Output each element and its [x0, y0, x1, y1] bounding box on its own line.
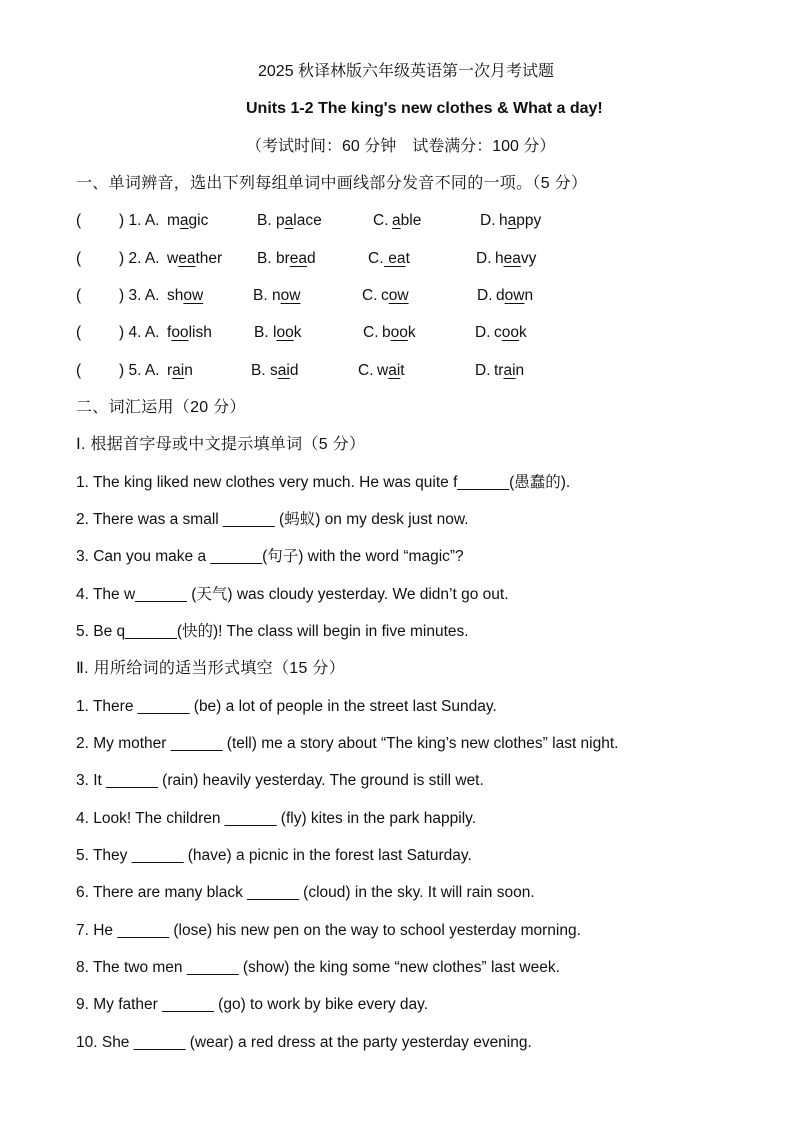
form-item-5: 5. They ______ (have) a picnic in the forest last Saturday.: [76, 847, 472, 864]
option-b: said: [270, 362, 299, 379]
answer-paren: (: [76, 362, 82, 379]
form-item-6: 6. There are many black ______ (cloud) in the sky. It will rain soon.: [76, 884, 535, 901]
answer-paren: (: [76, 287, 82, 304]
option-d: down: [496, 287, 534, 304]
option-c-label: C.: [358, 362, 374, 379]
question-number: ) 1. A.: [119, 212, 160, 229]
part2-heading: Ⅱ. 用所给词的适当形式填空（15 分）: [76, 660, 346, 677]
option-d: train: [494, 362, 525, 379]
fill-item-1: 1. The king liked new clothes very much. He was quite f______(愚蠢的).: [76, 474, 571, 491]
option-b: look: [273, 324, 302, 341]
option-c: cow: [381, 287, 409, 304]
option-b-label: B.: [251, 362, 266, 379]
option-c: eat: [384, 250, 410, 267]
form-item-3: 3. It ______ (rain) heavily yesterday. The ground is still wet.: [76, 772, 484, 789]
question-number: ) 5. A.: [119, 362, 160, 379]
form-item-1: 1. There ______ (be) a lot of people in the street last Sunday.: [76, 698, 497, 715]
option-c-label: C.: [362, 287, 378, 304]
option-c-label: C.: [373, 212, 389, 229]
section2-heading: 二、词汇运用（20 分）: [76, 399, 246, 416]
form-item-10: 10. She ______ (wear) a red dress at the party yesterday evening.: [76, 1034, 532, 1051]
option-a: magic: [167, 212, 209, 229]
option-b-label: B.: [257, 212, 272, 229]
question-number: ) 4. A.: [119, 324, 160, 341]
fill-item-2: 2. There was a small ______ (蚂蚁) on my desk just now.: [76, 511, 469, 528]
option-b-label: B.: [257, 250, 272, 267]
option-d-label: D.: [475, 324, 491, 341]
question-number: ) 3. A.: [119, 287, 160, 304]
part1-heading: Ⅰ. 根据首字母或中文提示填单词（5 分）: [76, 436, 366, 453]
option-a: weather: [167, 250, 223, 267]
exam-info: （考试时间：60 分钟 试卷满分：100 分）: [246, 138, 556, 155]
answer-paren: (: [76, 250, 82, 267]
question-number: ) 2. A.: [119, 250, 160, 267]
fill-item-3: 3. Can you make a ______(句子) with the word “magic”?: [76, 548, 464, 565]
section1-heading: 一、单词辨音，选出下列每组单词中画线部分发音不同的一项。（5 分）: [76, 175, 588, 192]
option-b: bread: [276, 250, 316, 267]
exam-title: 2025 秋译林版六年级英语第一次月考试题: [258, 63, 555, 80]
form-item-2: 2. My mother ______ (tell) me a story about “The king’s new clothes” last night.: [76, 735, 619, 752]
exam-subtitle: Units 1-2 The king's new clothes & What a day!: [246, 100, 603, 117]
option-c-label: C.: [368, 250, 384, 267]
option-d: cook: [494, 324, 527, 341]
form-item-9: 9. My father ______ (go) to work by bike every day.: [76, 996, 429, 1013]
option-b-label: B.: [254, 324, 269, 341]
option-b: now: [272, 287, 301, 304]
option-c: able: [392, 212, 422, 229]
option-d-label: D.: [477, 287, 493, 304]
option-d: happy: [499, 212, 542, 229]
answer-paren: (: [76, 212, 82, 229]
option-a: foolish: [167, 324, 212, 341]
answer-paren: (: [76, 324, 82, 341]
option-b: palace: [276, 212, 322, 229]
option-d-label: D.: [475, 362, 491, 379]
fill-item-5: 5. Be q______(快的)! The class will begin in five minutes.: [76, 623, 469, 640]
option-d-label: D.: [480, 212, 496, 229]
option-b-label: B.: [253, 287, 268, 304]
form-item-7: 7. He ______ (lose) his new pen on the way to school yesterday morning.: [76, 922, 581, 939]
option-a: rain: [167, 362, 193, 379]
form-item-8: 8. The two men ______ (show) the king some “new clothes” last week.: [76, 959, 560, 976]
option-c: wait: [377, 362, 405, 379]
option-d: heavy: [495, 250, 537, 267]
option-c: book: [382, 324, 416, 341]
option-c-label: C.: [363, 324, 379, 341]
fill-item-4: 4. The w______ (天气) was cloudy yesterday. We didn’t go out.: [76, 586, 509, 603]
option-d-label: D.: [476, 250, 492, 267]
option-a: show: [167, 287, 204, 304]
form-item-4: 4. Look! The children ______ (fly) kites in the park happily.: [76, 810, 477, 827]
